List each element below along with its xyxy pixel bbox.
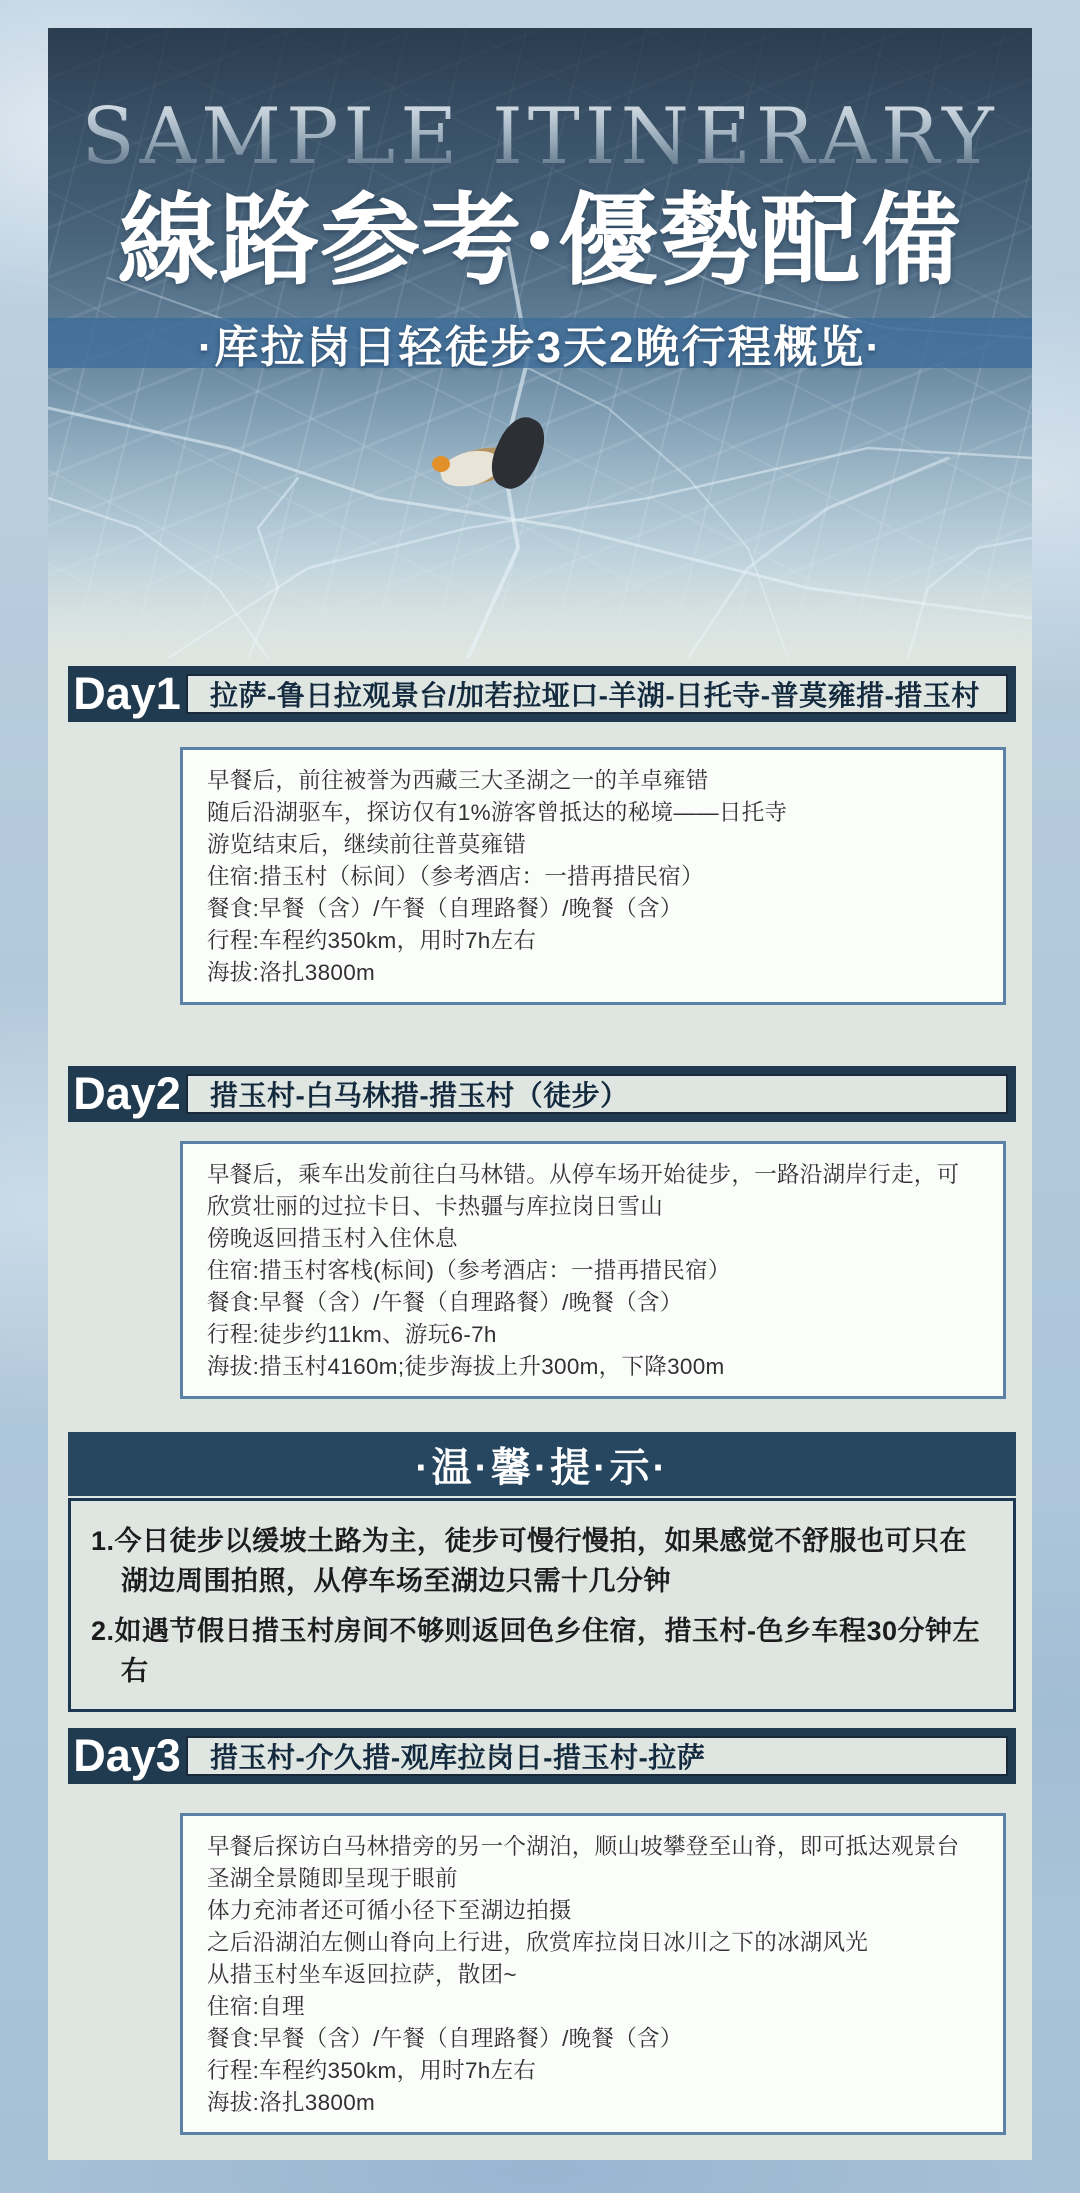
text-line: 行程:徒步约11km、游玩6-7h xyxy=(207,1322,497,1347)
hero-title-chinese: 線路参考·優勢配備 xyxy=(118,181,962,299)
text-line: 住宿:措玉村（标间）（参考酒店：一措再措民宿） xyxy=(207,864,704,889)
text-line: 行程:车程约350km，用时7h左右 xyxy=(207,928,537,953)
text-line: 行程:车程约350km，用时7h左右 xyxy=(207,2058,537,2083)
day3-label: Day3 xyxy=(73,1730,181,1781)
orange-hat-figure xyxy=(432,456,450,472)
text-line: 之后沿湖泊左侧山脊向上行进，欣赏库拉岗日冰川之下的冰湖风光 xyxy=(207,1930,869,1955)
text-line: 餐食:早餐（含）/午餐（自理路餐）/晚餐（含） xyxy=(207,1290,683,1315)
day3-header xyxy=(68,1728,1016,1784)
day3-details-box xyxy=(180,1813,1006,2135)
tips-banner xyxy=(68,1432,1016,1496)
hero-title-english: SAMPLE ITINERARY xyxy=(48,92,1032,182)
text-line: 体力充沛者还可循小径下至湖边拍摄 xyxy=(207,1898,572,1923)
day1-route: 拉萨-鲁日拉观景台/加若拉垭口-羊湖-日托寺-普莫雍措-措玉村 xyxy=(186,674,1008,714)
text-line: 餐食:早餐（含）/午餐（自理路餐）/晚餐（含） xyxy=(207,2026,683,2051)
text-line: 海拔:措玉村4160m;徒步海拔上升300m，下降300m xyxy=(207,1354,725,1379)
poster-card xyxy=(48,28,1032,2160)
day1-details-box xyxy=(180,747,1006,1005)
text-line: 海拔:洛扎3800m xyxy=(207,960,376,985)
text-line: 傍晚返回措玉村入住休息 xyxy=(207,1226,458,1251)
text-line: 早餐后，乘车出发前往白马林错。从停车场开始徒步，一路沿湖岸行走，可欣赏壮丽的过拉卡日、卡热疆与库拉岗日雪山 xyxy=(207,1162,960,1219)
text-line: 随后沿湖驱车，探访仅有1%游客曾抵达的秘境——日托寺 xyxy=(207,800,788,825)
day1-label: Day1 xyxy=(73,668,181,719)
text-line: 早餐后，前往被誉为西藏三大圣湖之一的羊卓雍错 xyxy=(207,768,709,793)
text-line: 住宿:措玉村客栈(标间)（参考酒店：一措再措民宿） xyxy=(207,1258,731,1283)
hero-subtitle: ·库拉岗日轻徒步3天2晚行程概览· xyxy=(197,323,883,372)
text-line: 早餐后探访白马林措旁的另一个湖泊，顺山坡攀登至山脊，即可抵达观景台圣湖全景随即呈现于眼前 xyxy=(207,1834,960,1891)
text-line: 海拔:洛扎3800m xyxy=(207,2090,376,2115)
day3-route: 措玉村-介久措-观库拉岗日-措玉村-拉萨 xyxy=(186,1736,1008,1776)
day2-label: Day2 xyxy=(73,1068,181,1119)
text-line: 1.今日徒步以缓坡土路为主，徒步可慢行慢拍，如果感觉不舒服也可只在湖边周围拍照，从停车场至湖边只需十几分钟 xyxy=(91,1526,968,1596)
text-line: 从措玉村坐车返回拉萨，散团~ xyxy=(207,1962,517,1987)
day2-route: 措玉村-白马林措-措玉村（徒步） xyxy=(186,1074,1008,1114)
hero-subtitle-band xyxy=(48,318,1032,372)
day2-header xyxy=(68,1066,1016,1122)
day1-header xyxy=(68,666,1016,722)
tips-box xyxy=(68,1498,1016,1712)
day2-details-box xyxy=(180,1141,1006,1399)
text-line: 2.如遇节假日措玉村房间不够则返回色乡住宿，措玉村-色乡车程30分钟左右 xyxy=(91,1616,981,1686)
tips-title: ·温·馨·提·示· xyxy=(415,1445,669,1490)
text-line: 餐食:早餐（含）/午餐（自理路餐）/晚餐（含） xyxy=(207,896,683,921)
text-line: 住宿:自理 xyxy=(207,1994,305,2019)
hero-photo xyxy=(48,28,1032,658)
text-line: 游览结束后，继续前往普莫雍错 xyxy=(207,832,527,857)
